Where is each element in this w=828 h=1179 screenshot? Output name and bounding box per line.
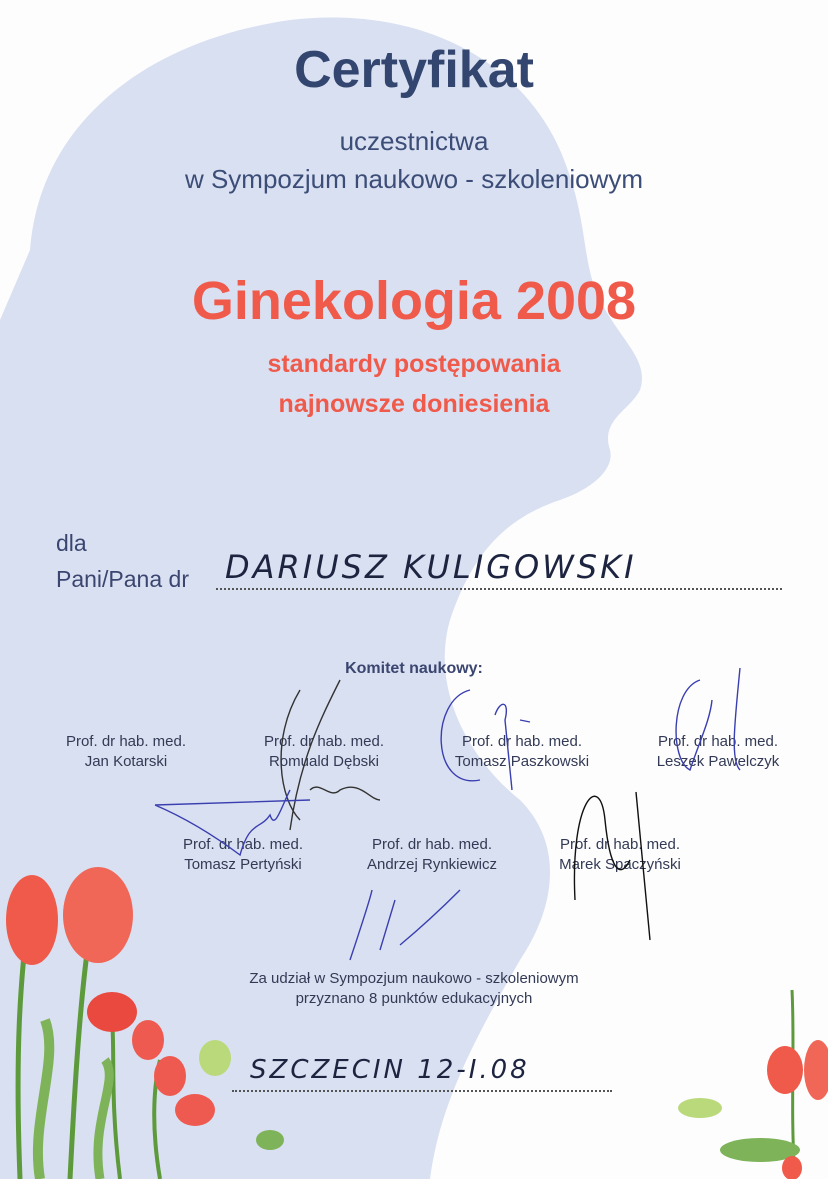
place-date-dotted-line [232,1090,612,1092]
subtitle-line-2: w Sympozjum naukowo - szkoleniowym [184,164,644,194]
points-line-1: Za udział w Sympozjum naukowo - szkoleniowym [249,970,579,987]
tulip-decoration-right [678,990,828,1179]
theme-line-1: standardy postępowania [267,350,561,378]
for-label: dla [56,530,87,556]
recipient-dotted-line [216,588,782,590]
committee-member: Prof. dr hab. med. Romuald Dębski [263,733,385,770]
event-title: Ginekologia 2008 [191,271,637,331]
committee-member: Prof. dr hab. med. Marek Spaczyński [559,836,681,873]
committee-member: Prof. dr hab. med. Jan Kotarski [65,733,187,770]
committee-label: Komitet naukowy: [345,660,483,677]
committee-member: Prof. dr hab. med. Tomasz Pertyński [182,836,304,873]
recipient-label: Pani/Pana dr [56,566,189,592]
points-line-2: przyznano 8 punktów edukacyjnych [295,990,533,1007]
recipient-name: DARIUSZ KULIGOWSKI [225,548,637,586]
theme-line-2: najnowsze doniesienia [278,390,550,418]
committee-member: Prof. dr hab. med. Andrzej Rynkiewicz [366,836,498,873]
certificate-title: Certyfikat [294,41,534,99]
subtitle-line-1: uczestnictwa [339,126,489,156]
committee-member: Prof. dr hab. med. Leszek Pawelczyk [656,733,780,770]
place-date: SZCZECIN 12-I.08 [250,1055,530,1085]
committee-member: Prof. dr hab. med. Tomasz Paszkowski [454,733,590,770]
